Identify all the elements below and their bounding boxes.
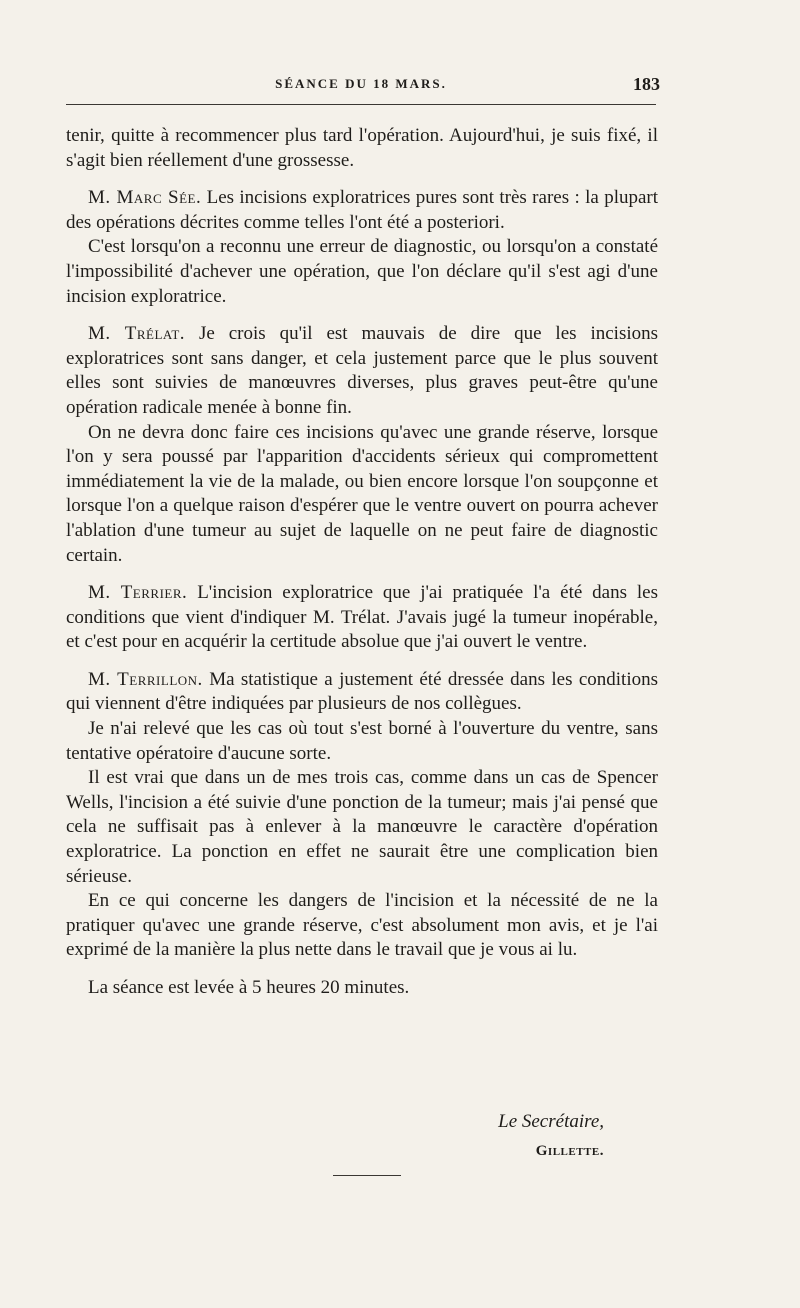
speaker-name: M. Terrillon. <box>88 668 203 690</box>
paragraph-text: Je crois qu'il est mauvais de dire que les incisions exploratrices sont sans danger, et cela justement parce que le plus souvent elles sont suivies de manœuvres diverses, plus graves peut-être qu'une opération radicale menée à bonne fin. <box>66 323 659 418</box>
paragraph <box>66 889 658 963</box>
paragraph <box>66 717 658 766</box>
page-number: 183 <box>633 74 660 94</box>
paragraph-text: tenir, quitte à recommencer plus tard l'opération. Aujourd'hui, je suis fixé, il s'agit bien réellement d'une grossesse. <box>66 125 658 171</box>
paragraph <box>66 186 658 235</box>
paragraph <box>66 235 658 309</box>
paragraph <box>66 668 658 717</box>
paragraph-text: Il est vrai que dans un de mes trois cas, comme dans un cas de Spencer Wells, l'incision a été suivie d'une ponction de la tumeur; mais j'ai pensé que cela ne suffisait pas à enlever à la manœuvre le caractère d'opération exploratrice. La ponction en effet ne saurait être une complication bien sérieuse. <box>66 767 658 887</box>
body-text <box>66 124 658 1001</box>
signature-role: Le Secrétaire, <box>498 1111 604 1132</box>
paragraph <box>66 124 658 173</box>
paragraph <box>66 766 658 889</box>
paragraph-text: On ne devra donc faire ces incisions qu'avec une grande réserve, lorsque l'on y sera poussé par l'apparition d'accidents sérieux qui compromettent immédiatement la vie de la malade, ou bien encore lorsque l'on soupçonne et lorsque l'on a quelque raison d'espérer que le ventre ouvert on pourra achever l'ablation d'une tumeur au sujet de laquelle on ne peut faire de diagnostic certain. <box>66 421 658 566</box>
paragraph-text: C'est lorsqu'on a reconnu une erreur de diagnostic, ou lorsqu'on a constaté l'impossibilité d'achever une opération, que l'on déclare qu'il s'est agi d'une incision exploratrice. <box>66 236 658 307</box>
paragraph <box>66 421 658 569</box>
paragraph <box>66 322 658 420</box>
paragraph-text: En ce qui concerne les dangers de l'incision et la nécessité de ne la pratiquer qu'avec une grande réserve, c'est absolument mon avis, et je l'ai exprimé de la manière la plus nette dans le travail que je vous ai lu. <box>66 890 658 961</box>
paragraph-text: Je n'ai relevé que les cas où tout s'est borné à l'ouverture du ventre, sans tentative opératoire d'aucune sorte. <box>66 718 658 764</box>
running-header <box>66 74 660 98</box>
paragraph-text: La séance est levée à 5 heures 20 minutes. <box>88 977 410 998</box>
paragraph-text: Les incisions exploratrices pures sont très rares : la plupart des opérations décrites comme telles l'ont été a posteriori. <box>66 187 659 233</box>
header-title: SÉANCE DU 18 MARS. <box>275 76 447 91</box>
speaker-name: M. Terrier. <box>88 582 188 604</box>
speaker-name: M. Trélat. <box>88 323 186 345</box>
paragraph <box>66 976 658 1001</box>
signature-name: Gillette. <box>535 1143 604 1159</box>
paragraph-text: Ma statistique a justement été dressée dans les conditions qui viennent d'être indiquées par plusieurs de nos collègues. <box>66 668 659 715</box>
speaker-name: M. Marc Sée. <box>88 187 202 209</box>
footer-rule <box>333 1175 401 1176</box>
paragraph-text: L'incision exploratrice que j'ai pratiquée l'a été dans les conditions que vient d'indiquer M. Trélat. J'avais jugé la tumeur inopérable, et c'est pour en acquérir la certitude absolue que j'ai ouvert le ventre. <box>66 582 658 653</box>
header-rule <box>66 104 656 105</box>
paragraph <box>66 581 658 655</box>
signature-block <box>498 1111 604 1160</box>
